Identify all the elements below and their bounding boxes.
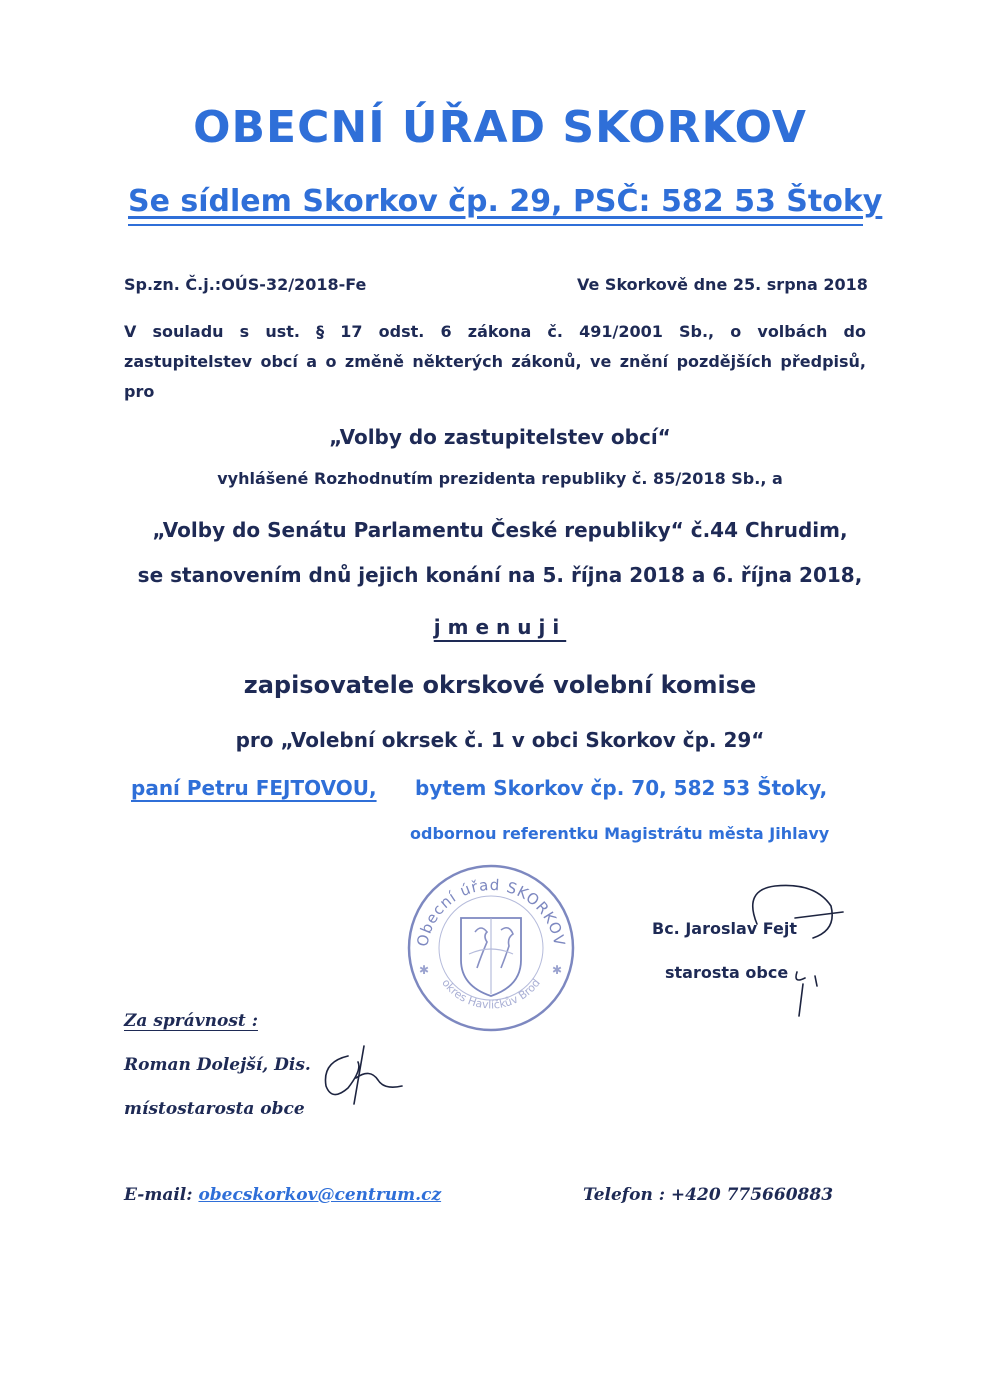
email-link[interactable]: obecskorkov@centrum.cz (198, 1185, 442, 1205)
contact-email (124, 1185, 441, 1205)
stamp-star-left: ✱ (419, 963, 430, 977)
phone-number: +420 775660883 (670, 1185, 834, 1205)
legal-line-1: V souladu s ust. § 17 odst. 6 zákona č. 491/2001 Sb., o volbách do (124, 322, 866, 341)
election-municipal: „Volby do zastupitelstev obcí“ (329, 425, 671, 449)
appointee-residence: bytem Skorkov čp. 70, 582 53 Štoky, (415, 776, 828, 800)
appointed-role: zapisovatele okrskové volební komise (243, 671, 757, 699)
mayor-name: Bc. Jaroslav Fejt (652, 919, 798, 938)
electoral-district: pro „Volební okrsek č. 1 v obci Skorkov čp. 29“ (235, 728, 765, 752)
election-dates: se stanovením dnů jejich konání na 5. října 2018 a 6. října 2018, (137, 563, 863, 587)
certification-label: Za správnost : (124, 1011, 258, 1031)
office-address: Se sídlem Skorkov čp. 29, PSČ: 582 53 Štoky (128, 184, 883, 219)
legal-line-3: pro (124, 382, 155, 401)
reference-number: Sp.zn. Č.j.:OÚS-32/2018-Fe (124, 275, 367, 294)
deputy-mayor-name: Roman Dolejší, Dis. (124, 1055, 311, 1075)
legal-line-2: zastupitelstev obcí a o změně některých zákonů, ve znění pozdějších předpisů, (124, 352, 866, 371)
email-label: E-mail: (124, 1185, 193, 1205)
mayor-title: starosta obce (665, 963, 789, 982)
mayor-signature (735, 880, 845, 1030)
election-declaration: vyhlášené Rozhodnutím prezidenta republiky č. 85/2018 Sb., a (217, 469, 783, 488)
stamp-text-top: Obecní úřad SKORKOV (413, 875, 569, 949)
phone-label: Telefon : (583, 1185, 665, 1205)
heraldic-lion (475, 928, 513, 968)
deputy-signature (318, 1040, 408, 1110)
appointee-occupation: odbornou referentku Magistrátu města Jihlavy (410, 824, 830, 843)
appoint-heading: jmenuji (433, 615, 567, 639)
address-underline (128, 224, 863, 226)
legal-basis-paragraph (124, 317, 866, 407)
official-stamp (405, 862, 577, 1034)
appointee-name: paní Petru FEJTOVOU, (131, 776, 377, 800)
office-title: OBECNÍ ÚŘAD SKORKOV (193, 102, 807, 153)
stamp-star-right: ✱ (552, 963, 563, 977)
contact-phone (583, 1185, 833, 1205)
stamp-text-bottom: okres Havlíčkův Brod (439, 976, 543, 1012)
election-senate: „Volby do Senátu Parlamentu České republiky“ č.44 Chrudim, (152, 518, 848, 542)
place-date: Ve Skorkově dne 25. srpna 2018 (577, 275, 868, 294)
deputy-mayor-title: místostarosta obce (124, 1099, 305, 1119)
